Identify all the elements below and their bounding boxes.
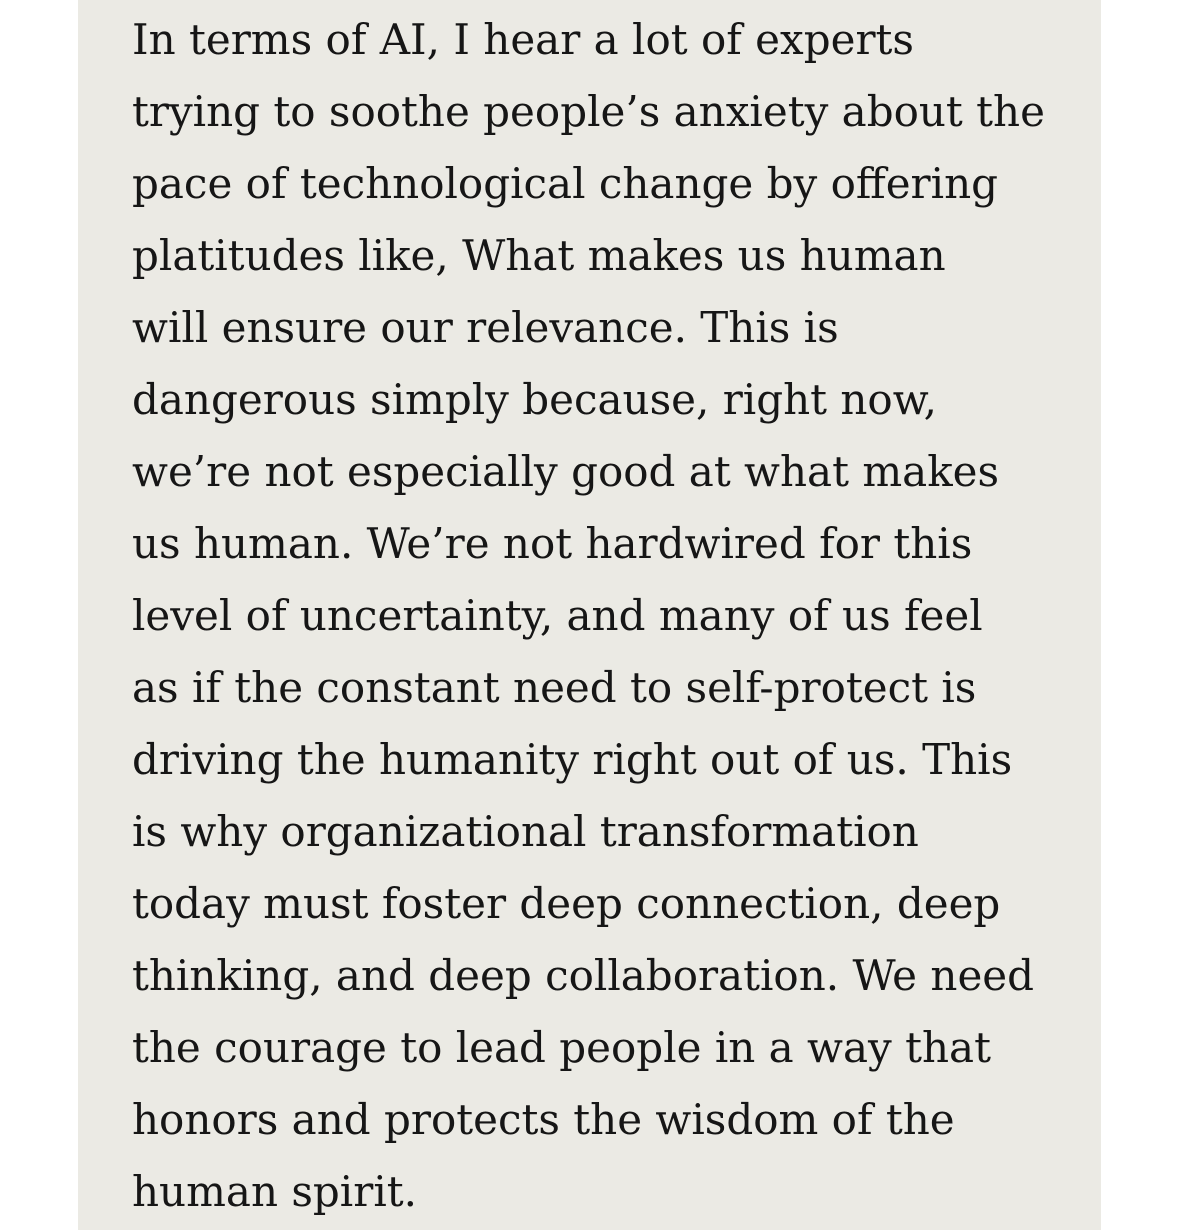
quote-line: as if the constant need to self-protect is [132, 663, 977, 712]
quote-line: platitudes like, What makes us human [132, 231, 946, 280]
quote-line: us human. We’re not hardwired for this [132, 519, 973, 568]
quote-line: trying to soothe people’s anxiety about the [132, 87, 1045, 136]
quote-line: driving the humanity right out of us. This [132, 735, 1013, 784]
quote-line: thinking, and deep collaboration. We need [132, 951, 1035, 1000]
quote-line: level of uncertainty, and many of us feel [132, 591, 983, 640]
quote-line: is why organizational transformation [132, 807, 919, 856]
quote-line: In terms of AI, I hear a lot of experts [132, 15, 914, 64]
quote-card [78, 0, 1101, 1230]
quote-line: dangerous simply because, right now, [132, 375, 938, 424]
quote-text [132, 4, 1092, 1228]
quote-line: today must foster deep connection, deep [132, 879, 1001, 928]
quote-line: will ensure our relevance. This is [132, 303, 839, 352]
quote-line: the courage to lead people in a way that [132, 1023, 991, 1072]
quote-line: honors and protects the wisdom of the [132, 1095, 955, 1144]
quote-line: we’re not especially good at what makes [132, 447, 1000, 496]
quote-line: human spirit. [132, 1167, 417, 1216]
quote-line: pace of technological change by offering [132, 159, 999, 208]
